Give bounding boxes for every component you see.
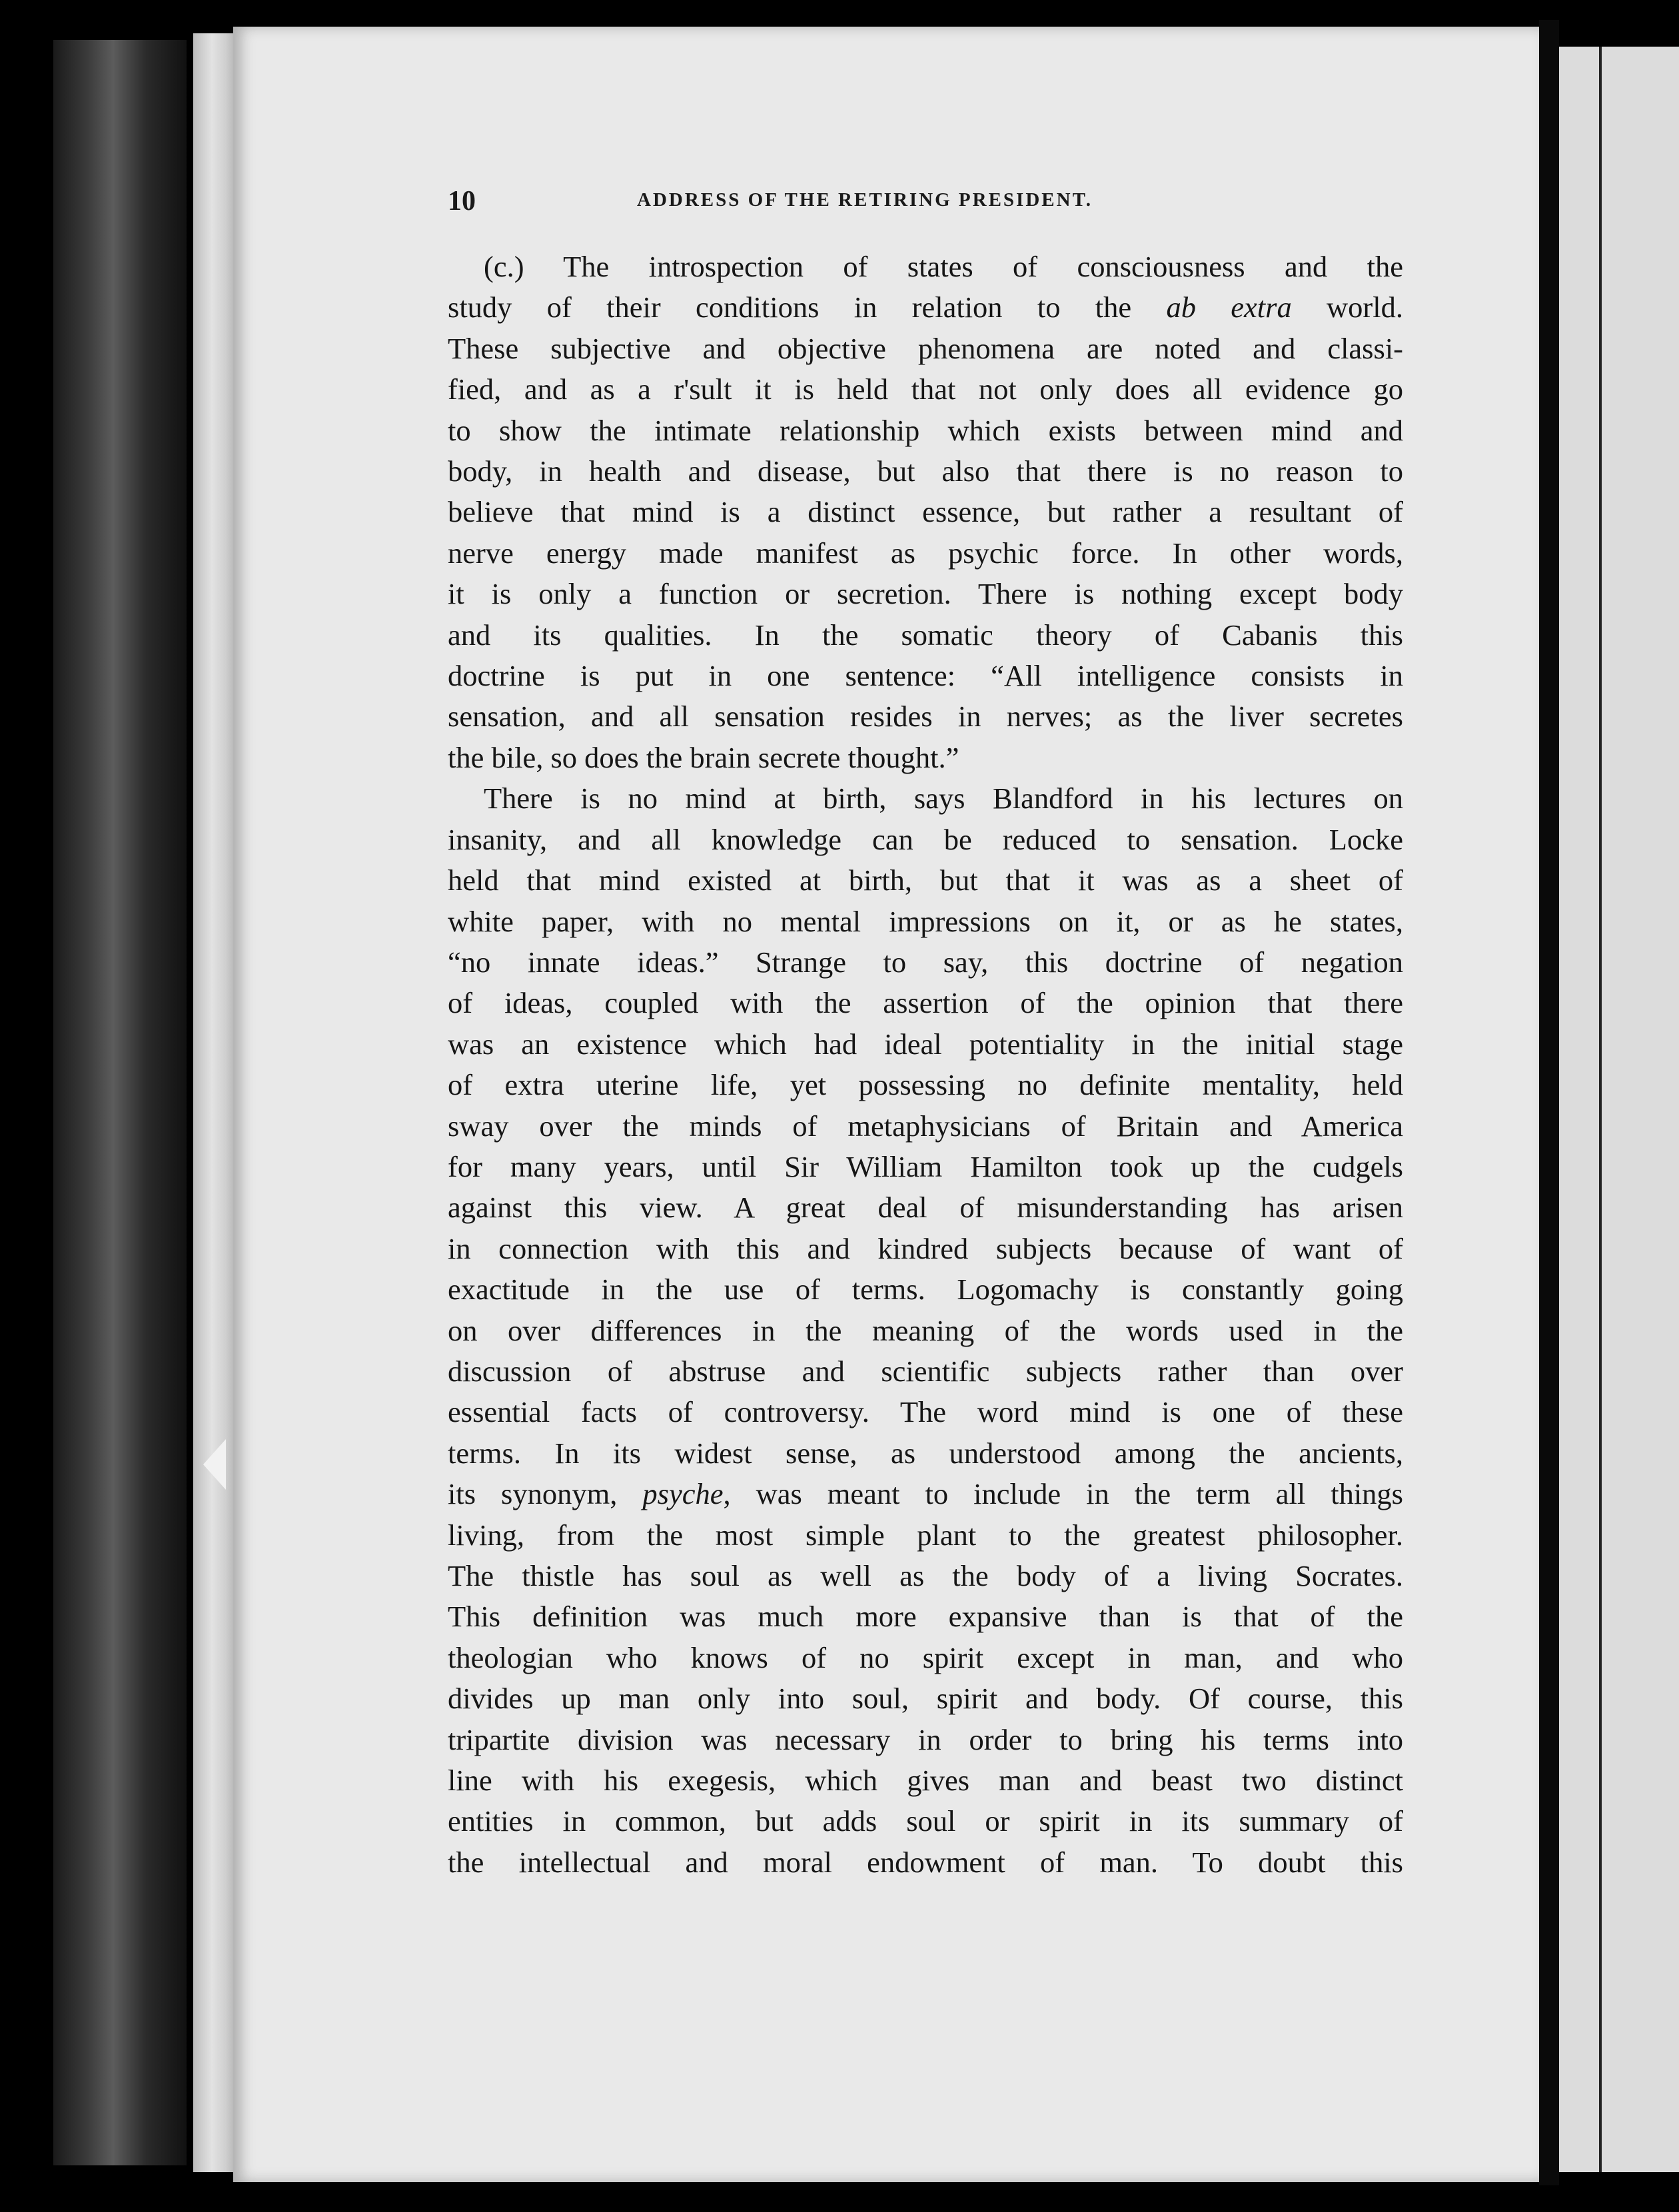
- text-line: the intellectual and moral endowment of man. To doubt this: [448, 1845, 1403, 1879]
- book-cover-edge: [53, 40, 187, 2165]
- text-line: study of their conditions in relation to the ab extra world.: [448, 290, 1403, 324]
- text-line: These subjective and objective phenomena are noted and classi-: [448, 331, 1403, 365]
- text-line: living, from the most simple plant to the greatest philosopher.: [448, 1518, 1403, 1552]
- text-line: of ideas, coupled with the assertion of the opinion that there: [448, 986, 1403, 1020]
- text-line: fied, and as a r'sult it is held that not only does all evidence go: [448, 372, 1403, 406]
- text-line: This definition was much more expansive than is that of the: [448, 1600, 1403, 1634]
- text-line: The thistle has soul as well as the body of a living Socrates.: [448, 1559, 1403, 1592]
- text-line: white paper, with no mental impressions on it, or as he states,: [448, 904, 1403, 938]
- paragraph-1: [448, 247, 1403, 778]
- text-line: in connection with this and kindred subjects because of want of: [448, 1231, 1403, 1265]
- facing-page-edge: [1559, 47, 1679, 2172]
- text-line: and its qualities. In the somatic theory of Cabanis this: [448, 618, 1403, 652]
- text-line: There is no mind at birth, says Blandford in his lectures on: [484, 782, 1403, 816]
- paragraph-2: [448, 778, 1403, 1883]
- text-line: insanity, and all knowledge can be reduced to sensation. Locke: [448, 822, 1403, 856]
- text-line: it is only a function or secretion. There is nothing except body: [448, 577, 1403, 611]
- text-line: nerve energy made manifest as psychic force. In other words,: [448, 536, 1403, 570]
- text-line: essential facts of controversy. The word mind is one of these: [448, 1395, 1403, 1429]
- book-gutter: [1539, 20, 1559, 2185]
- text-line: held that mind existed at birth, but that it was as a sheet of: [448, 863, 1403, 897]
- text-line: discussion of abstruse and scientific subjects rather than over: [448, 1354, 1403, 1388]
- text-line: (c.) The introspection of states of consciousness and the: [484, 250, 1403, 283]
- text-line: line with his exegesis, which gives man and beast two distinct: [448, 1764, 1403, 1798]
- text-line: terms. In its widest sense, as understood among the ancients,: [448, 1436, 1403, 1470]
- text-line: on over differences in the meaning of the words used in the: [448, 1313, 1403, 1347]
- text-line: sway over the minds of metaphysicians of Britain and America: [448, 1109, 1403, 1143]
- body-text: [448, 247, 1403, 1883]
- text-line: entities in common, but adds soul or spirit in its summary of: [448, 1804, 1403, 1838]
- text-line: the bile, so does the brain secrete thought.”: [448, 740, 959, 774]
- text-line: theologian who knows of no spirit except in man, and who: [448, 1640, 1403, 1674]
- text-line: for many years, until Sir William Hamilton took up the cudgels: [448, 1149, 1403, 1183]
- page-tab-marker: [203, 1439, 226, 1490]
- text-line: of extra uterine life, yet possessing no definite mentality, held: [448, 1068, 1403, 1102]
- page-header: [448, 185, 1274, 228]
- facing-page-line: [1599, 47, 1602, 2172]
- text-line: tripartite division was necessary in order to bring his terms into: [448, 1722, 1403, 1756]
- text-line: “no innate ideas.” Strange to say, this doctrine of negation: [448, 945, 1403, 979]
- text-line: against this view. A great deal of misunderstanding has arisen: [448, 1191, 1403, 1225]
- page-number: 10: [448, 186, 476, 217]
- text-line: to show the intimate relationship which exists between mind and: [448, 413, 1403, 447]
- text-line: body, in health and disease, but also that there is no reason to: [448, 454, 1403, 488]
- text-line: sensation, and all sensation resides in nerves; as the liver secretes: [448, 700, 1403, 734]
- text-line: divides up man only into soul, spirit and body. Of course, this: [448, 1682, 1403, 1716]
- text-line: was an existence which had ideal potentiality in the initial stage: [448, 1027, 1403, 1061]
- text-line: its synonym, psyche, was meant to include in the term all things: [448, 1477, 1403, 1511]
- running-head: ADDRESS OF THE RETIRING PRESIDENT.: [637, 189, 1093, 211]
- text-line: believe that mind is a distinct essence, but rather a resultant of: [448, 495, 1403, 529]
- text-line: doctrine is put in one sentence: “All intelligence consists in: [448, 659, 1403, 693]
- text-line: exactitude in the use of terms. Logomachy is constantly going: [448, 1273, 1403, 1307]
